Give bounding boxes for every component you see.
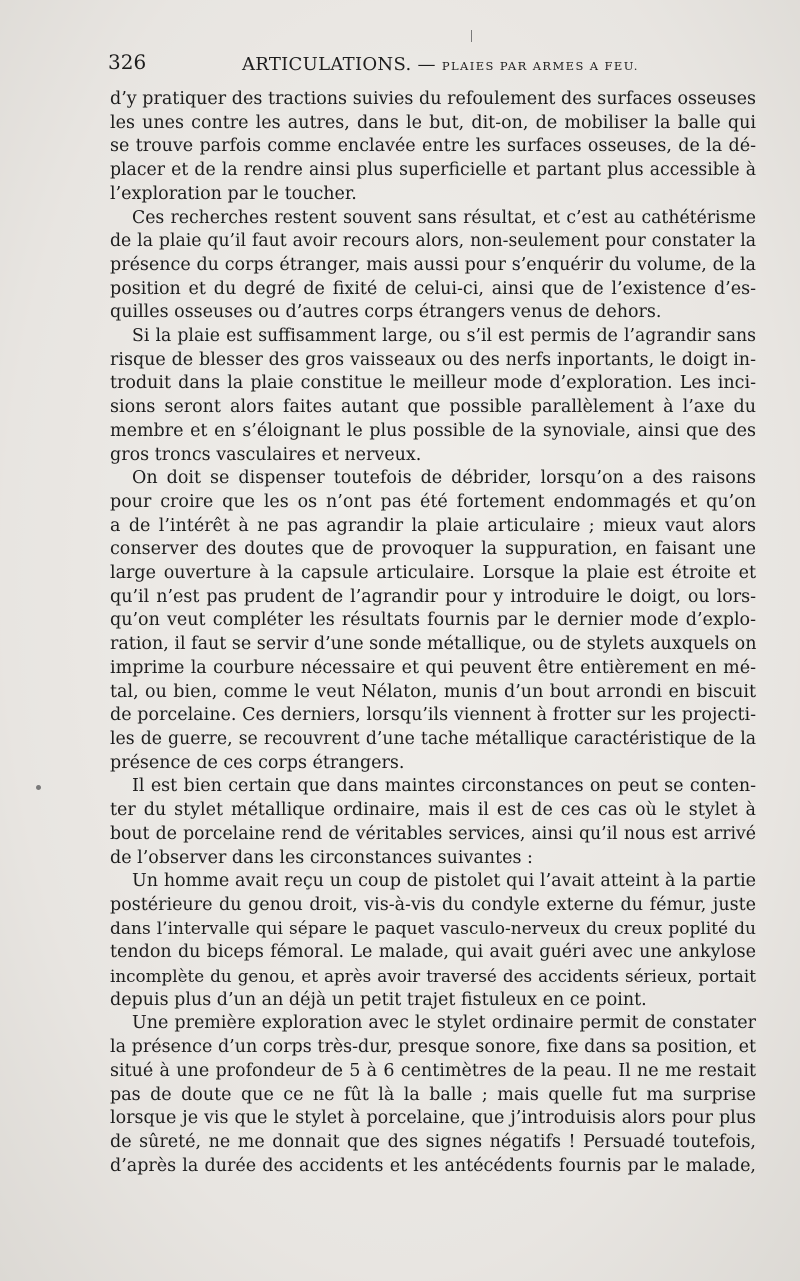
text-line: situé à une profondeur de 5 à 6 centimètres de la peau. Il ne me restait (110, 1060, 756, 1081)
body-text (110, 88, 756, 1178)
text-line: ration, il faut se servir d’une sonde métallique, ou de stylets auxquels on (110, 634, 757, 655)
text-line: dans l’intervalle qui sépare le paquet vasculo-nerveux du creux poplité du (110, 918, 756, 939)
text-line: gros troncs vasculaires et nerveux. (110, 444, 422, 465)
text-line: d’y pratiquer des tractions suivies du refoulement des surfaces osseuses (110, 89, 756, 109)
text-line: troduit dans la plaie constitue le meilleur mode d’exploration. Les inci- (110, 373, 756, 394)
text-line: imprime la courbure nécessaire et qui peuvent être entièrement en mé- (110, 657, 756, 678)
page-number: 326 (108, 50, 147, 74)
text-line: présence de ces corps étrangers. (110, 752, 405, 773)
text-line: sions seront alors faites autant que possible parallèlement à l’axe du (110, 397, 756, 418)
text-line: qu’il n’est pas prudent de l’agrandir pour y introduire le doigt, ou lors- (110, 586, 756, 607)
text-line: postérieure du genou droit, vis-à-vis du condyle externe du fémur, juste (110, 894, 756, 915)
text-line: Une première exploration avec le stylet ordinaire permit de constater (132, 1013, 756, 1034)
text-line: pour croire que les os n’ont pas été fortement endommagés et qu’on (110, 491, 756, 512)
text-line: de l’observer dans les circonstances suivantes : (110, 847, 533, 868)
text-line: les unes contre les autres, dans le but, dit-on, de mobiliser la balle qui (110, 112, 756, 133)
text-line: bout de porcelaine rend de véritables services, ainsi qu’il nous est arrivé (110, 823, 756, 844)
text-line: Si la plaie est suffisamment large, ou s’il est permis de l’agrandir sans (132, 326, 756, 347)
text-line: incomplète du genou, et après avoir traversé des accidents sérieux, portait (110, 966, 756, 987)
chapter-title: ARTICULATIONS. (242, 54, 412, 75)
text-line: large ouverture à la capsule articulaire. Lorsque la plaie est étroite et (110, 563, 756, 584)
text-line: se trouve parfois comme enclavée entre les surfaces osseuses, de la dé- (110, 136, 756, 157)
text-line: de porcelaine. Ces derniers, lorsqu’ils viennent à frotter sur les projecti- (110, 705, 756, 726)
text-line: On doit se dispenser toutefois de débrider, lorsqu’on a des raisons (132, 468, 756, 489)
text-line: tal, ou bien, comme le veut Nélaton, munis d’un bout arrondi en biscuit (110, 681, 756, 702)
text-line: les de guerre, se recouvrent d’une tache métallique caractéristique de la (110, 728, 756, 749)
text-line: placer et de la rendre ainsi plus superficielle et partant plus accessible à (110, 160, 756, 181)
text-line: tendon du biceps fémoral. Le malade, qui avait guéri avec une ankylose (110, 942, 756, 963)
stray-ink-mark (471, 30, 472, 42)
text-line: position et du degré de fixité de celui-ci, ainsi que de l’existence d’es- (110, 278, 756, 299)
text-line: présence du corps étranger, mais aussi pour s’enquérir du volume, de la (110, 254, 756, 275)
text-line: d’après la durée des accidents et les antécédents fournis par le malade, (110, 1155, 756, 1176)
text-line: depuis plus d’un an déjà un petit trajet fistuleux en ce point. (110, 989, 647, 1010)
text-line: l’exploration par le toucher. (110, 183, 357, 204)
title-dash: — (417, 54, 436, 75)
text-line: la présence d’un corps très-dur, presque sonore, fixe dans sa position, et (110, 1037, 756, 1058)
text-line: qu’on veut compléter les résultats fournis par le dernier mode d’explo- (110, 610, 756, 631)
text-line: pas de doute que ce ne fût là la balle ; mais quelle fut ma surprise (110, 1084, 756, 1105)
text-line: membre et en s’éloignant le plus possible de la synoviale, ainsi que des (110, 420, 756, 441)
stray-ink-mark (36, 785, 41, 790)
text-line: Ces recherches restent souvent sans résultat, et c’est au cathétérisme (132, 207, 756, 228)
running-title (242, 54, 639, 75)
text-line: conserver des doutes que de provoquer la suppuration, en faisant une (110, 539, 756, 560)
running-header (108, 50, 758, 80)
text-line: Un homme avait reçu un coup de pistolet qui l’avait atteint à la partie (132, 871, 756, 892)
text-line: risque de blesser des gros vaisseaux ou des nerfs inportants, le doigt in- (110, 349, 756, 370)
text-line: de sûreté, ne me donnait que des signes négatifs ! Persuadé toutefois, (110, 1131, 756, 1152)
text-line: Il est bien certain que dans maintes circonstances on peut se conten- (132, 776, 756, 797)
text-line: de la plaie qu’il faut avoir recours alors, non-seulement pour constater la (110, 231, 756, 252)
text-line: a de l’intérêt à ne pas agrandir la plaie articulaire ; mieux vaut alors (110, 515, 756, 536)
text-line: ter du stylet métallique ordinaire, mais il est de ces cas où le stylet à (110, 800, 756, 821)
section-subtitle: PLAIES PAR ARMES A FEU. (441, 59, 639, 73)
text-line: lorsque je vis que le stylet à porcelaine, que j’introduisis alors pour plus (110, 1108, 756, 1129)
text-line: quilles osseuses ou d’autres corps étrangers venus de dehors. (110, 302, 662, 323)
